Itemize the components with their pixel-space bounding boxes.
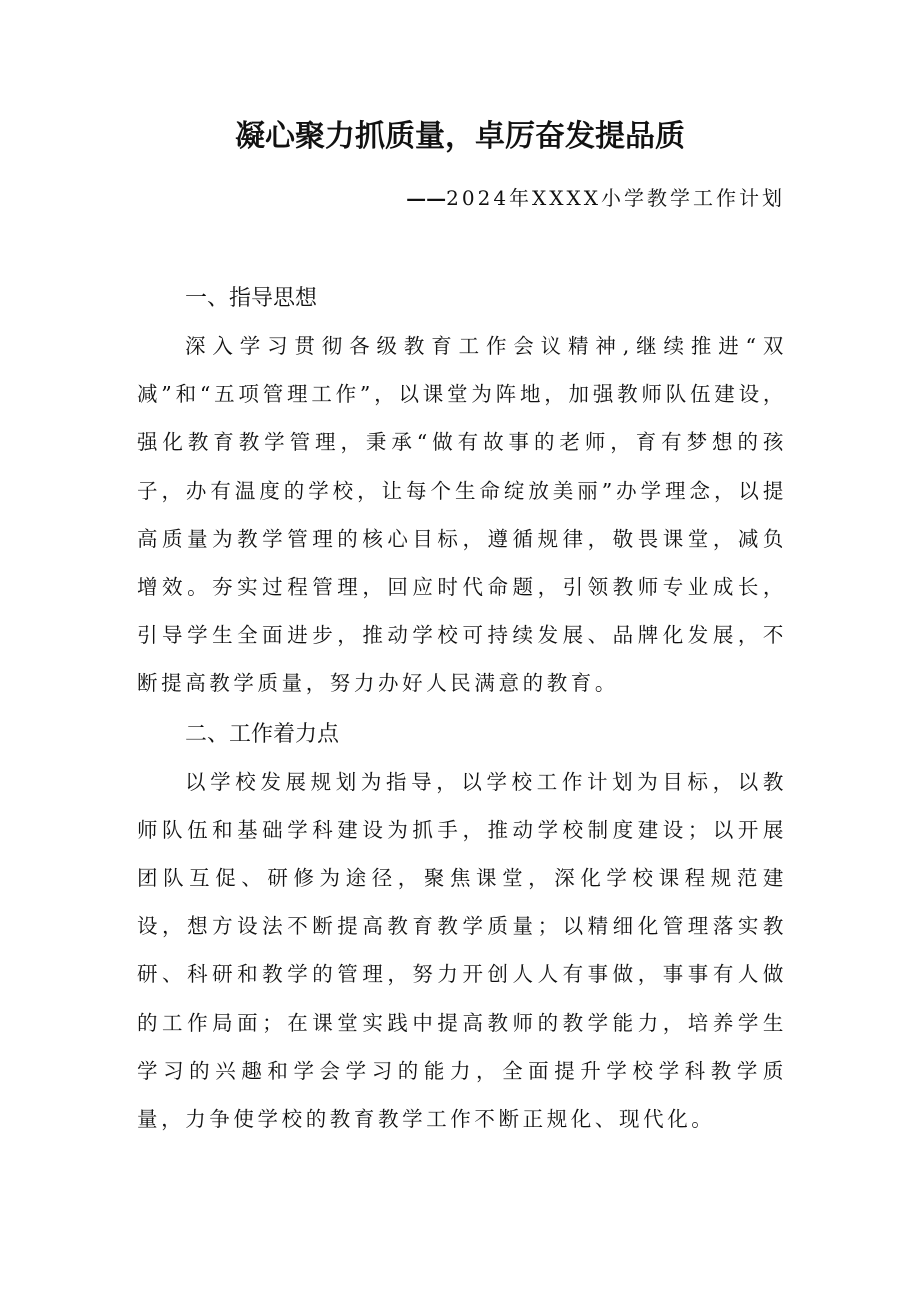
section-heading-work-focus: 二、工作着力点	[185, 721, 340, 747]
subtitle-dash: ——	[406, 186, 447, 210]
section-paragraph-guiding-thought: 深入学习贯彻各级教育工作会议精神,继续推进“双减”和“五项管理工作”，以课堂为阵地，加强教师队伍建设，强化教育教学管理，秉承“做有故事的老师，育有梦想的孩子，办有温度的学校，让每个生命绽放美丽”办学理念，以提高质量为教学管理的核心目标，遵循规律，敬畏课堂，减负增效。夯实过程管理，回应时代命题，引领教师专业成长，引导学生全面进步，推动学校可持续发展、品牌化发展，不断提高教学质量，努力办好人民满意的教育。	[137, 334, 787, 696]
document-body	[137, 276, 787, 1147]
document-title: 凝心聚力抓质量，卓厉奋发提品质	[235, 119, 685, 154]
section-heading-guiding-thought: 一、指导思想	[185, 286, 318, 311]
subtitle-text: 2024年XXXX小学教学工作计划	[446, 186, 785, 210]
section-paragraph-work-focus: 以学校发展规划为指导，以学校工作计划为目标，以教师队伍和基础学科建设为抓手，推动学校制度建设；以开展团队互促、研修为途径，聚焦课堂，深化学校课程规范建设，想方设法不断提高教育教学质量；以精细化管理落实教研、科研和教学的管理，努力开创人人有事做，事事有人做的工作局面；在课堂实践中提高教师的教学能力，培养学生学习的兴趣和学会学习的能力，全面提升学校学科教学质量，力争使学校的教育教学工作不断正规化、现代化。	[137, 769, 787, 1132]
document-subtitle	[406, 180, 785, 216]
